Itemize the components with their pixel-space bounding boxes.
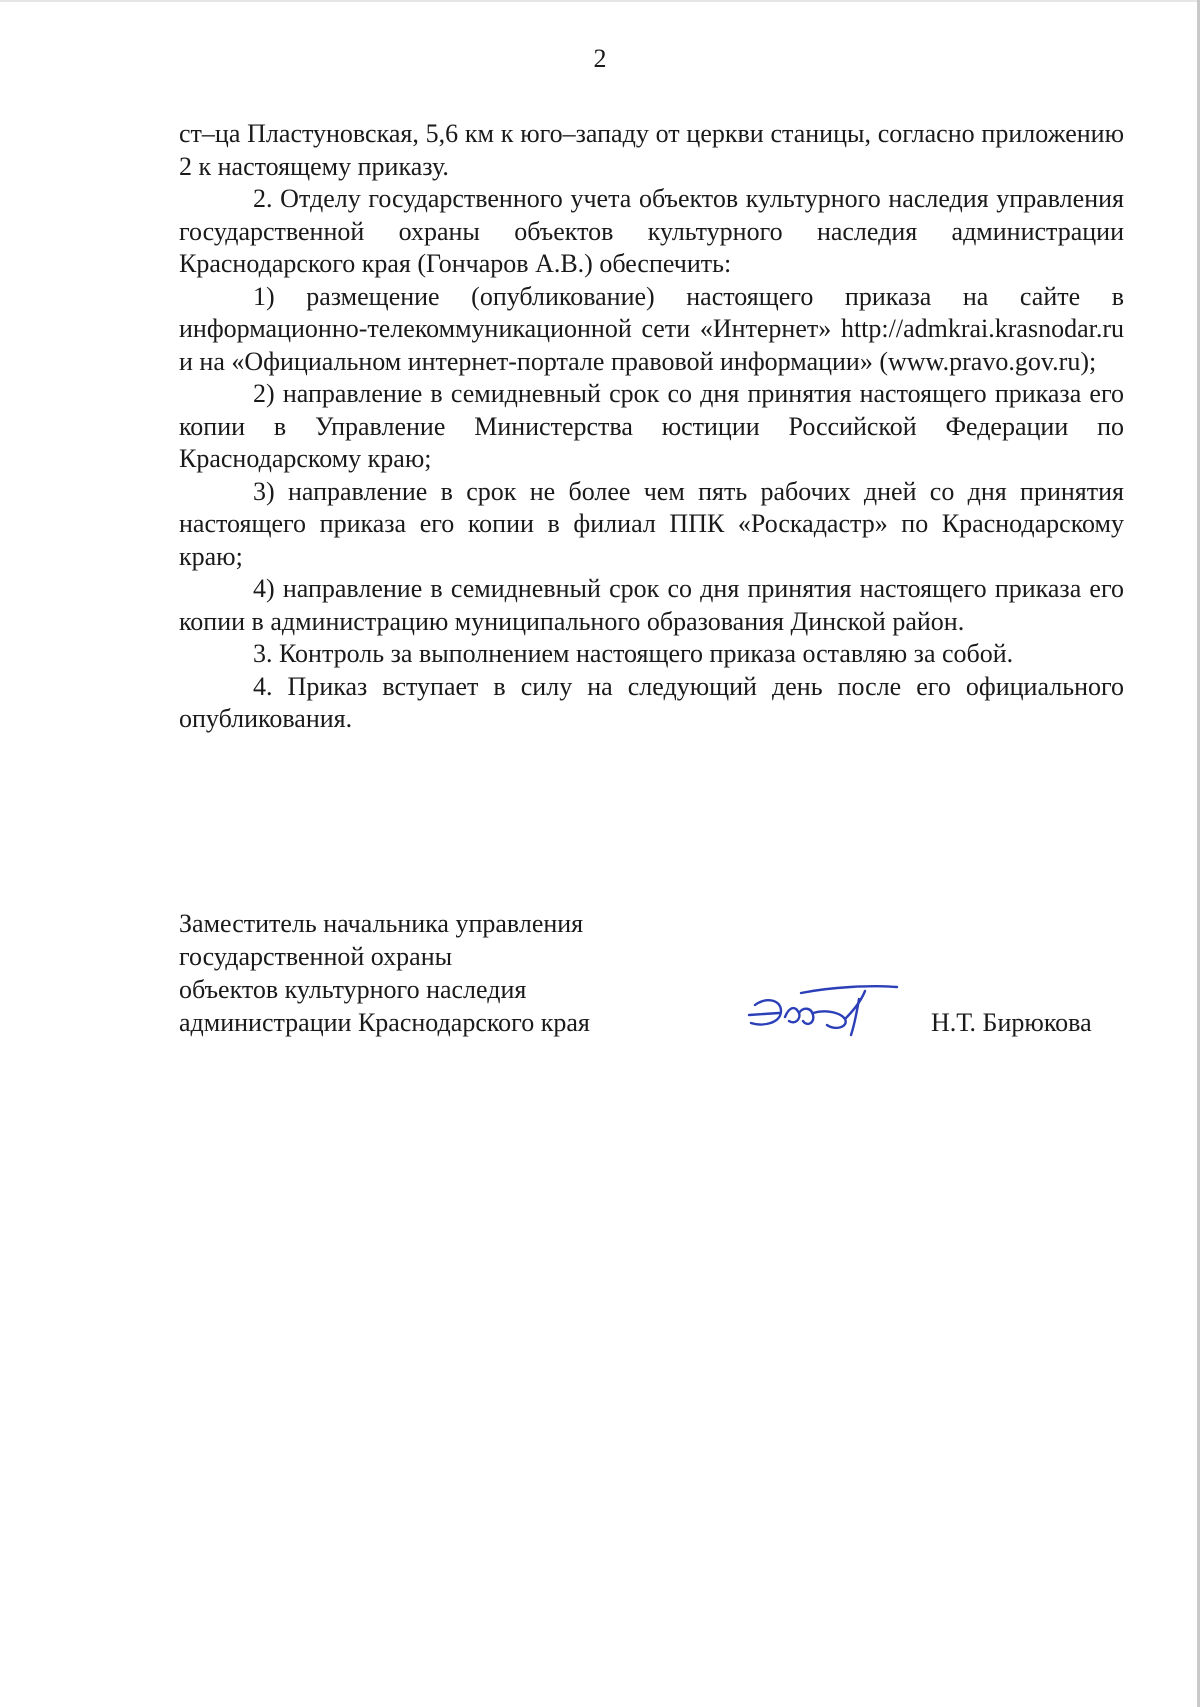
signer-position-line: объектов культурного наследия bbox=[179, 975, 527, 1004]
document-body bbox=[179, 118, 1124, 736]
signature-block bbox=[179, 907, 1139, 1047]
page-number: 2 bbox=[593, 44, 607, 73]
paragraph-item-3-control: 3. Контроль за выполнением настоящего приказа оставляю за собой. bbox=[253, 639, 1014, 668]
signer-name: Н.Т. Бирюкова bbox=[931, 1008, 1092, 1037]
paragraph-item-4-effective-date: 4. Приказ вступает в силу на следующий день после его официального опубликования. bbox=[179, 671, 1124, 733]
handwritten-signature bbox=[741, 983, 901, 1043]
subitem-3-roskadastr: 3) направление в срок не более чем пять рабочих дней со дня принятия настоящего приказа его копии в филиал ППК «Роскадастр» по Краснодарскому краю; bbox=[179, 476, 1124, 571]
subitem-4-dinskoy-district: 4) направление в семидневный срок со дня принятия настоящего приказа его копии в администрацию муниципального образования Динской район. bbox=[179, 574, 1124, 636]
signer-position-line: администрации Краснодарского края bbox=[179, 1008, 590, 1037]
paragraph-continuation: ст–ца Пластуновская, 5,6 км к юго–западу от церкви станицы, согласно приложению 2 к настоящему приказу. bbox=[179, 119, 1124, 181]
scan-edge-top bbox=[0, 0, 1200, 2]
signer-position-line: Заместитель начальника управления bbox=[179, 909, 584, 938]
paragraph-item-2: 2. Отделу государственного учета объектов культурного наследия управления государственной охраны объектов культурного наследия администрации Краснодарского края (Гончаров А.В.) обеспечить: bbox=[179, 184, 1124, 278]
subitem-1-publication: 1) размещение (опубликование) настоящего приказа на сайте в информационно-телекоммуникационной сети «Интернет» http://admkrai.krasnodar.ru и на «Официальном интернет-портале правовой информации» (www.pravo.gov.ru); bbox=[179, 281, 1124, 376]
signer-position-line: государственной охраны bbox=[179, 942, 453, 971]
subitem-2-ministry-justice: 2) направление в семидневный срок со дня принятия настоящего приказа его копии в Управление Министерства юстиции Российской Федерации по Краснодарскому краю; bbox=[179, 379, 1124, 473]
signer-position bbox=[179, 907, 659, 1039]
